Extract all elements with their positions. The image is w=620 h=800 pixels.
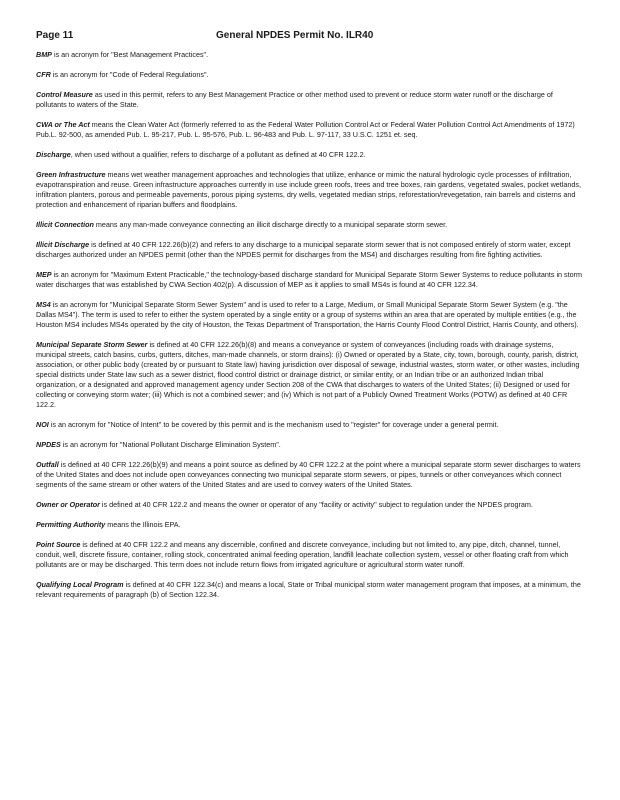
definition-text: is an acronym for "Code of Federal Regulations".	[50, 70, 209, 80]
definition-text: is defined at 40 CFR 122.2 and means the owner or operator of any "facility or activity" subject to regulation under the NPDES program.	[99, 499, 533, 509]
definition-illicit-connection	[36, 220, 582, 230]
definition-text: as used in this permit, refers to any Best Management Practice or other method used to prevent or reduce storm water runoff or the discharge of pollutants to waters of the State.	[36, 90, 553, 110]
definition-text: is an acronym for "Best Management Practices".	[51, 50, 209, 59]
page-header	[36, 30, 582, 46]
definition-ms4	[36, 300, 582, 330]
definition-term: Illicit Connection	[36, 220, 94, 230]
definition-term: Point Source	[36, 539, 81, 549]
definition-text: means any man-made conveyance connecting an illicit discharge directly to a municipal separate storm sewer.	[93, 220, 448, 230]
definition-cfr	[36, 70, 582, 80]
definitions-list	[36, 50, 582, 600]
definition-term: Owner or Operator	[36, 499, 100, 509]
definition-term: Discharge	[36, 150, 71, 160]
definition-text: is an acronym for "Notice of Intent" to be covered by this permit and is the mechanism used to "register" for coverage under a general permit.	[48, 419, 499, 429]
definition-term: CWA or The Act	[36, 120, 90, 130]
definition-term: Qualifying Local Program	[36, 579, 124, 589]
definition-term: Municipal Separate Storm Sewer	[36, 340, 148, 350]
definition-term: CFR	[36, 70, 51, 80]
definition-mep	[36, 270, 582, 290]
definition-text: is an acronym for "Municipal Separate Storm Sewer System" and is used to refer to a Large, Medium, or Small Municipal Separate Storm Sewer System (e.g. "the Dallas MS4"). The term is used to refer to either the system operated by a single entity or a group of systems within an area that are operated by multiple entities (e.g., the Houston MS4 includes MS4s operated by the city of Houston, the Texas Department of Transportation, the Harris County Flood Control District, Harris County, and others).	[36, 300, 579, 329]
definition-text: is defined at 40 CFR 122.26(b)(8) and means a conveyance or system of conveyances (including roads with drainage systems, municipal streets, catch basins, curbs, gutters, ditches, man-made channels, or storm drains): (i) Owned or operated by a State, city, town, borough, county, parish, district, association, or other public body (created by or pursuant to State law) having jurisdiction over disposal of sewage, industrial wastes, storm water, or other wastes, including special districts under State law such as a sewer district, flood control district or drainage district, or similar entity, or an Indian tribe or an authorized Indian tribal organization, or a designated and approved management agency under Section 208 of the CWA that discharges to waters of the United States; (ii) Designed or used for collecting or conveying storm water; (iii) Which is not a combined sewer; and (iv) Which is not part of a Publicly Owned Treatment Works (POTW) as defined at 40 CFR 122.2.	[36, 340, 580, 409]
definition-text: means wet weather management approaches and technologies that utilize, enhance or mimic the natural hydrologic cycle processes of infiltration, evapotranspiration and reuse. Green infrastructure approaches currently in use include green roofs, trees and tree boxes, rain gardens, vegetated swales, pocket wetlands, infiltration planters, porous and permeable pavements, porous piping systems, dry wells, vegetated median strips, reforestation/revegetation, rain barrels and cisterns and protection and enhancement of riparian buffers and floodplains.	[36, 170, 581, 209]
definition-control-measure	[36, 90, 582, 110]
definition-text: is an acronym for "Maximum Extent Practicable," the technology-based discharge standard for Municipal Separate Storm Sewer Systems to reduce pollutants in storm water discharges that was established by CWA Section 402(p). A discussion of MEP as it applies to small MS4s is found at 40 CFR 122.34.	[36, 270, 583, 290]
definition-text: is defined at 40 CFR 122.26(b)(9) and means a point source as defined by 40 CFR 122.2 at the point where a municipal separate storm sewer discharges to waters of the United States and does not include open conveyances connecting two municipal separate storm sewers, or pipes, tunnels or other conveyances which connect segments of the same stream or other waters of the United States and are used to convey waters of the United States.	[36, 459, 581, 489]
page-number: Page 11	[36, 30, 74, 41]
definition-green-infrastructure	[36, 170, 582, 210]
definition-text: means the Illinois EPA.	[105, 519, 181, 529]
definition-qualifying-local-program	[36, 580, 582, 600]
definition-term: Green Infrastructure	[36, 170, 106, 180]
definition-owner-or-operator	[36, 500, 582, 510]
definition-term: MS4	[36, 300, 51, 310]
definition-npdes	[36, 440, 582, 450]
definition-permitting-authority	[36, 520, 582, 530]
definition-text: is an acronym for "National Pollutant Discharge Elimination System".	[60, 439, 281, 449]
definition-term: NOI	[36, 419, 49, 429]
definition-term: MEP	[36, 270, 52, 280]
definition-illicit-discharge	[36, 240, 582, 260]
definition-outfall	[36, 460, 582, 490]
definition-term: Outfall	[36, 459, 59, 469]
definition-municipal-separate-storm-sewer	[36, 340, 582, 409]
definition-term: BMP	[36, 50, 52, 59]
permit-title: General NPDES Permit No. ILR40	[216, 30, 374, 41]
definition-cwa	[36, 120, 582, 140]
definition-point-source	[36, 540, 582, 570]
definition-noi	[36, 420, 582, 430]
definition-text: is defined at 40 CFR 122.34(c) and means a local, State or Tribal municipal storm water management program that imposes, at a minimum, the relevant requirements of paragraph (b) of Section 122.34.	[36, 579, 581, 599]
definition-term: NPDES	[36, 439, 61, 449]
definition-text: is defined at 40 CFR 122.2 and means any discernible, confined and discrete conveyance, including but not limited to, any pipe, ditch, channel, tunnel, conduit, well, discrete fissure, container, rolling stock, concentrated animal feeding operation, landfill leachate collection system, vessel or other floating craft from which pollutants are or may be discharged. This term does not include return flows from irrigated agriculture or agricultural storm water runoff.	[36, 539, 569, 569]
definition-bmp	[36, 50, 582, 60]
definition-term: Control Measure	[36, 90, 93, 100]
definition-text: is defined at 40 CFR 122.26(b)(2) and refers to any discharge to a municipal separate storm sewer that is not composed entirely of storm water, except discharges authorized under an NPDES permit (other than the NPDES permit for discharges from the MS4) and discharges resulting from fire fighting activities.	[36, 240, 571, 260]
definition-text: means the Clean Water Act (formerly referred to as the Federal Water Pollution Control Act or Federal Water Pollution Control Act Amendments of 1972) Pub.L. 92-500, as amended Pub. L. 95-217, Pub. L. 95-576, Pub. L. 96-483 and Pub. L. 97-117, 33 U.S.C. 1251 et. seq.	[36, 120, 575, 140]
definition-text: , when used without a qualifier, refers to discharge of a pollutant as defined at 40 CFR 122.2.	[70, 150, 366, 160]
definition-term: Permitting Authority	[36, 519, 106, 529]
definition-discharge	[36, 150, 582, 160]
definition-term: Illicit Discharge	[36, 240, 90, 250]
